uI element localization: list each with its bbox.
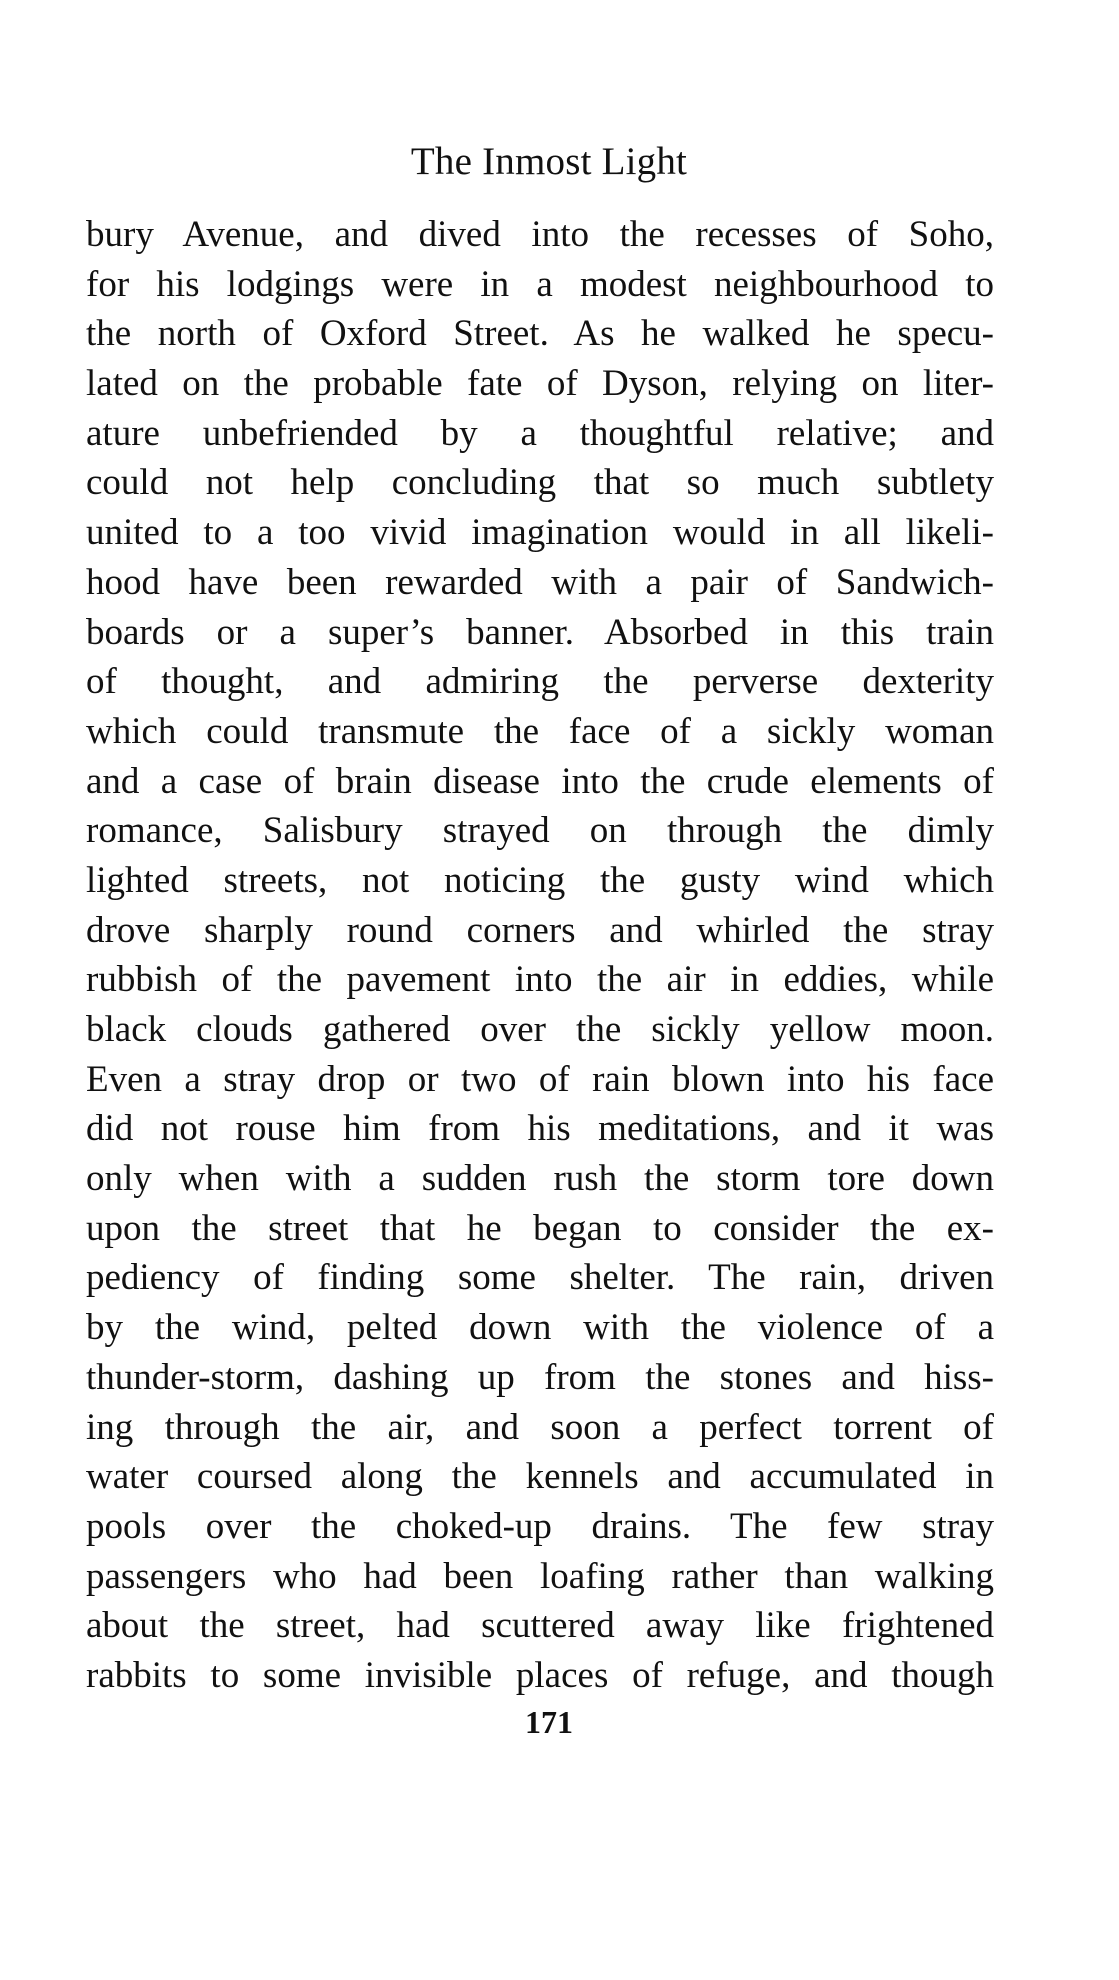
text-line: pediency of finding some shelter. The rain, driven xyxy=(86,1257,994,1299)
text-line: of thought, and admiring the perverse dexterity xyxy=(86,661,994,703)
page-number: 171 xyxy=(525,1704,573,1740)
text-line: lighted streets, not noticing the gusty wind which xyxy=(86,859,994,901)
running-head: The Inmost Light xyxy=(410,140,688,183)
text-line: Even a stray drop or two of rain blown into his face xyxy=(86,1058,994,1100)
text-line: black clouds gathered over the sickly yellow moon. xyxy=(86,1009,994,1050)
text-line: bury Avenue, and dived into the recesses of Soho, xyxy=(86,214,994,255)
text-line: boards or a super’s banner. Absorbed in this train xyxy=(86,611,994,653)
text-line: by the wind, pelted down with the violence of a xyxy=(86,1307,994,1349)
text-line: rubbish of the pavement into the air in eddies, while xyxy=(86,959,994,1001)
text-line: ature unbefriended by a thoughtful relative; and xyxy=(86,412,994,454)
body-text xyxy=(86,210,994,1701)
text-line: hood have been rewarded with a pair of Sandwich- xyxy=(86,561,994,603)
text-line: romance, Salisbury strayed on through the dimly xyxy=(86,810,994,852)
text-line: united to a too vivid imagination would in all likeli- xyxy=(86,512,994,554)
text-line: rabbits to some invisible places of refuge, and though xyxy=(86,1654,994,1696)
text-line: and a case of brain disease into the crude elements of xyxy=(86,760,994,802)
text-line: which could transmute the face of a sickly woman xyxy=(86,710,994,752)
text-line: thunder-storm, dashing up from the stones and hiss- xyxy=(86,1356,994,1398)
text-line: for his lodgings were in a modest neighbourhood to xyxy=(86,263,994,305)
text-line: the north of Oxford Street. As he walked he specu- xyxy=(86,313,994,355)
text-line: did not rouse him from his meditations, and it was xyxy=(86,1108,994,1150)
text-line: passengers who had been loafing rather than walking xyxy=(86,1555,994,1597)
text-line: pools over the choked-up drains. The few stray xyxy=(86,1505,994,1547)
text-line: lated on the probable fate of Dyson, relying on liter- xyxy=(86,363,994,405)
text-line: could not help concluding that so much subtlety xyxy=(86,462,994,504)
text-line: ing through the air, and soon a perfect torrent of xyxy=(86,1406,994,1448)
text-line: water coursed along the kennels and accumulated in xyxy=(86,1456,994,1498)
text-line: only when with a sudden rush the storm tore down xyxy=(86,1158,994,1200)
text-line: drove sharply round corners and whirled the stray xyxy=(86,909,994,951)
text-line: upon the street that he began to consider the ex- xyxy=(86,1207,994,1249)
text-line: about the street, had scuttered away like frightened xyxy=(86,1605,994,1647)
